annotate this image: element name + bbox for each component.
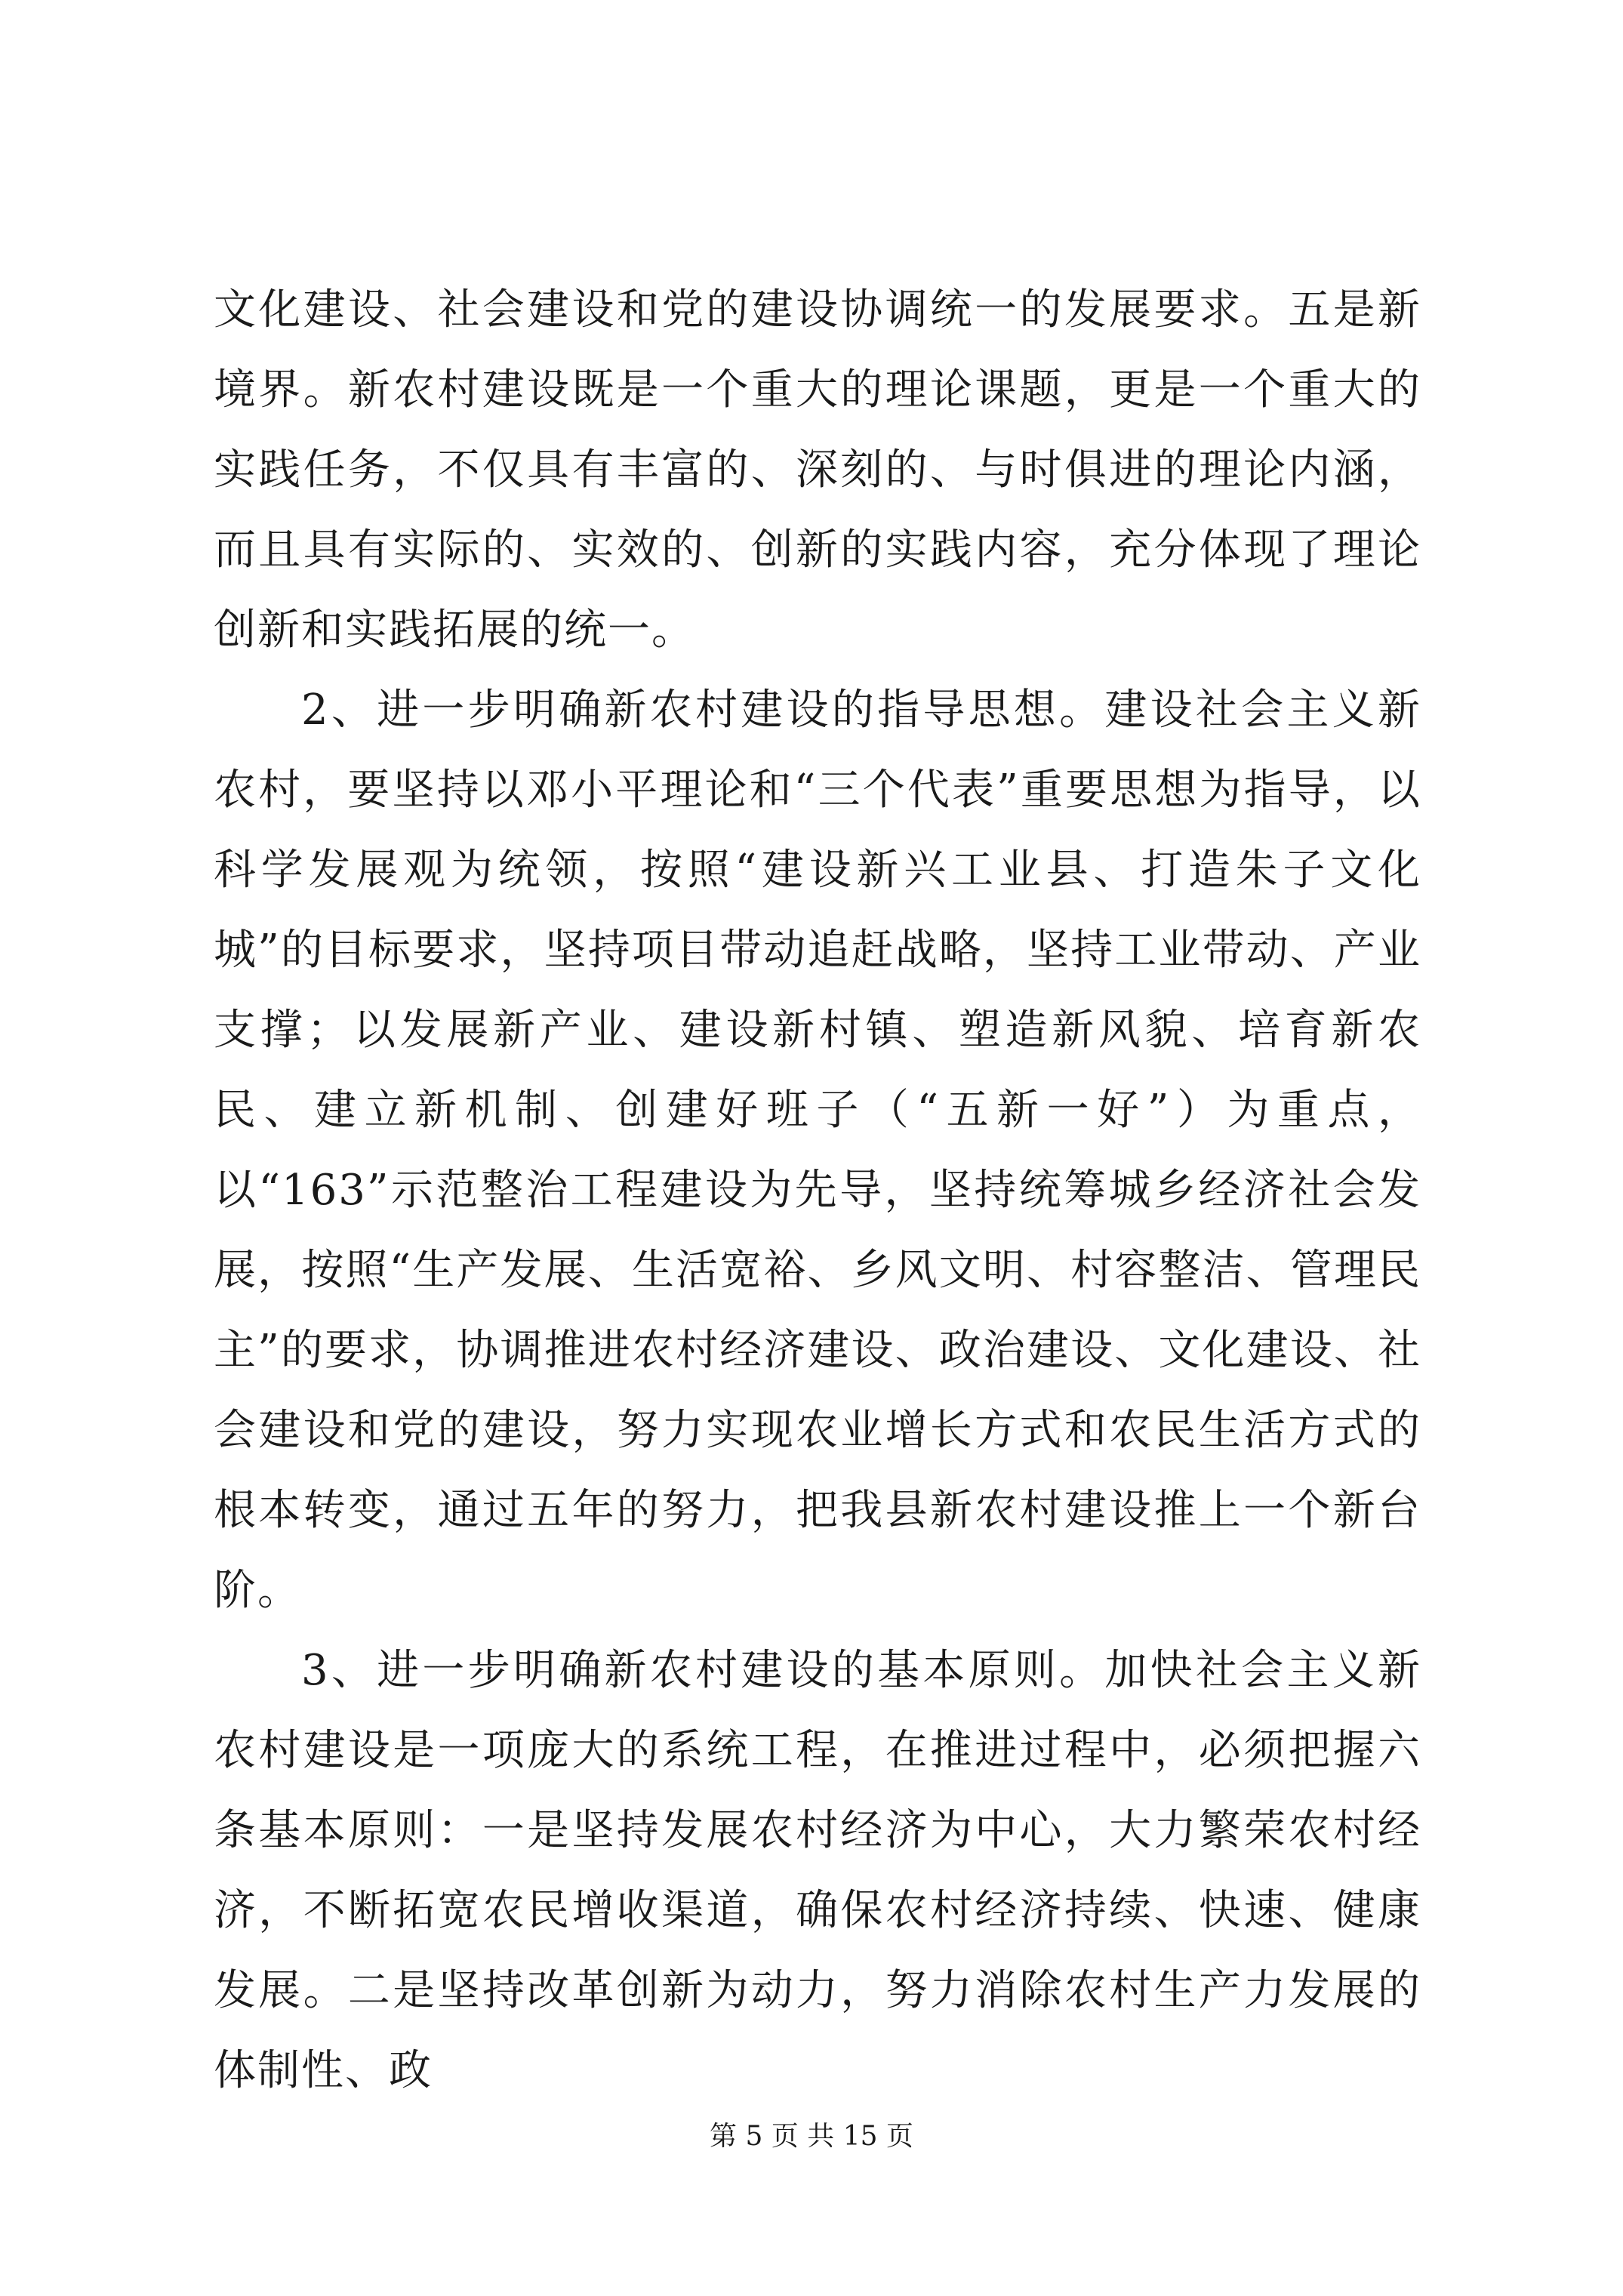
body-text xyxy=(214,270,1421,2111)
paragraph-basic-principles: 3、进一步明确新农村建设的基本原则。加快社会主义新农村建设是一项庞大的系统工程，在推进过程中，必须把握六条基本原则：一是坚持发展农村经济为中心，大力繁荣农村经济，不断拓宽农民增收渠道，确保农村经济持续、快速、健康发展。二是坚持改革创新为动力，努力消除农村生产力发展的体制性、政 xyxy=(214,1646,1421,2095)
paragraph-continuation: 文化建设、社会建设和党的建设协调统一的发展要求。五是新境界。新农村建设既是一个重大的理论课题，更是一个重大的实践任务，不仅具有丰富的、深刻的、与时俱进的理论内涵，而且具有实际的、实效的、创新的实践内容，充分体现了理论创新和实践拓展的统一。 xyxy=(214,285,1421,655)
paragraph-guiding-ideology: 2、进一步明确新农村建设的指导思想。建设社会主义新农村，要坚持以邓小平理论和“三个代表”重要思想为指导，以科学发展观为统领，按照“建设新兴工业县、打造朱子文化城”的目标要求，坚持项目带动追赶战略，坚持工业带动、产业支撑；以发展新产业、建设新村镇、塑造新风貌、培育新农民、建立新机制、创建好班子（“五新一好”）为重点，以“163”示范整治工程建设为先导，坚持统筹城乡经济社会发展，按照“生产发展、生活宽裕、乡风文明、村容整洁、管理民主”的要求，协调推进农村经济建设、政治建设、文化建设、社会建设和党的建设，努力实现农业增长方式和农民生活方式的根本转变，通过五年的努力，把我县新农村建设推上一个新台阶。 xyxy=(214,686,1421,1615)
page-number-label: 第 5 页 共 15 页 xyxy=(710,2121,913,2152)
page-footer xyxy=(0,2120,1623,2153)
